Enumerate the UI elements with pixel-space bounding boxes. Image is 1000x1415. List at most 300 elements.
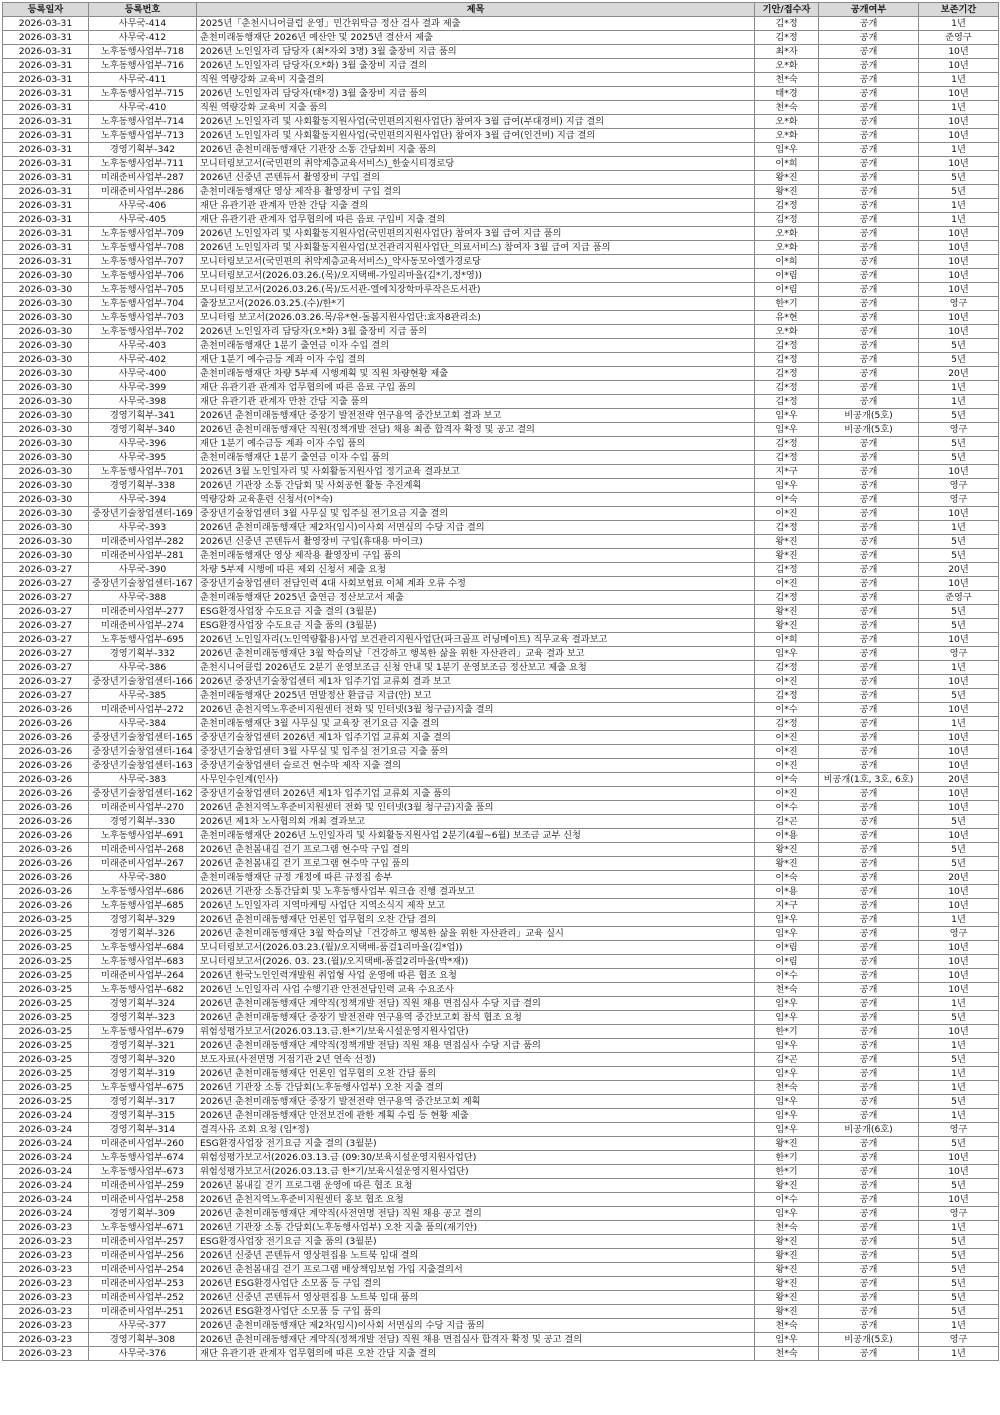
cell-drafter: 왕*진 (755, 1179, 819, 1193)
cell-drafter: 이*수 (755, 801, 819, 815)
cell-retention: 10년 (919, 269, 999, 283)
cell-reg-no: 노후동행사업부-679 (89, 1025, 197, 1039)
cell-date: 2026-03-25 (3, 1053, 89, 1067)
cell-disclosure: 공개 (819, 73, 919, 87)
cell-disclosure: 공개 (819, 255, 919, 269)
cell-date: 2026-03-26 (3, 731, 89, 745)
cell-drafter: 이*용 (755, 885, 819, 899)
cell-drafter: 임*우 (755, 1207, 819, 1221)
cell-title: 춘천미래동행재단 차량 5부제 시행계획 및 직원 차량현황 제출 (197, 367, 755, 381)
cell-title: 중장년기술창업센터 전담인력 4대 사회보험료 이체 계좌 오류 수정 (197, 577, 755, 591)
cell-title: 2026년 기관장 소통 간담회(노후동행사업부) 오찬 지출 결의 (197, 1081, 755, 1095)
cell-disclosure: 공개 (819, 311, 919, 325)
cell-date: 2026-03-26 (3, 899, 89, 913)
cell-retention: 10년 (919, 59, 999, 73)
cell-retention: 10년 (919, 801, 999, 815)
cell-drafter: 임*우 (755, 1123, 819, 1137)
cell-disclosure: 공개 (819, 983, 919, 997)
cell-date: 2026-03-24 (3, 1179, 89, 1193)
cell-retention: 영구 (919, 423, 999, 437)
cell-retention: 5년 (919, 535, 999, 549)
cell-reg-no: 경영기획부-309 (89, 1207, 197, 1221)
cell-date: 2026-03-26 (3, 773, 89, 787)
cell-date: 2026-03-25 (3, 997, 89, 1011)
table-row (3, 157, 999, 171)
cell-disclosure: 공개 (819, 997, 919, 1011)
table-row (3, 703, 999, 717)
cell-retention: 10년 (919, 675, 999, 689)
cell-title: 2026년 춘천미래동행재단 기관장 소통 간담회비 지출 품의 (197, 143, 755, 157)
cell-title: 재단 1분기 예수금등 계좌 이자 수입 품의 (197, 437, 755, 451)
cell-retention: 1년 (919, 199, 999, 213)
cell-title: 춘천미래동행재단 3월 사무실 및 교육장 전기요금 지출 결의 (197, 717, 755, 731)
cell-drafter: 천*숙 (755, 1081, 819, 1095)
table-row (3, 1333, 999, 1347)
cell-date: 2026-03-27 (3, 619, 89, 633)
cell-date: 2026-03-24 (3, 1123, 89, 1137)
cell-retention: 영구 (919, 647, 999, 661)
cell-disclosure: 공개 (819, 381, 919, 395)
cell-disclosure: 공개 (819, 213, 919, 227)
cell-date: 2026-03-30 (3, 353, 89, 367)
cell-disclosure: 공개 (819, 31, 919, 45)
cell-date: 2026-03-30 (3, 367, 89, 381)
cell-disclosure: 공개 (819, 1319, 919, 1333)
cell-drafter: 왕*진 (755, 605, 819, 619)
cell-title: 2026년 기관장 소통 간담회(노후동행사업부) 오찬 지출 품의(재기안) (197, 1221, 755, 1235)
cell-disclosure: 공개 (819, 1151, 919, 1165)
table-row (3, 465, 999, 479)
cell-reg-no: 사무국-380 (89, 871, 197, 885)
cell-disclosure: 공개 (819, 451, 919, 465)
cell-disclosure: 공개 (819, 367, 919, 381)
cell-date: 2026-03-30 (3, 297, 89, 311)
cell-disclosure: 공개 (819, 395, 919, 409)
cell-disclosure: 공개 (819, 1067, 919, 1081)
cell-drafter: 왕*진 (755, 1235, 819, 1249)
cell-retention: 준영구 (919, 591, 999, 605)
cell-reg-no: 사무국-385 (89, 689, 197, 703)
table-row (3, 913, 999, 927)
header-row (3, 3, 999, 17)
cell-disclosure: 공개 (819, 731, 919, 745)
cell-disclosure: 공개 (819, 1305, 919, 1319)
cell-drafter: 김*정 (755, 591, 819, 605)
header-date: 등록일자 (3, 3, 89, 17)
cell-disclosure: 공개 (819, 815, 919, 829)
cell-retention: 준영구 (919, 31, 999, 45)
table-row (3, 493, 999, 507)
cell-title: 모니터링보고서(2026.03.26.(목)/오지택배-가일리마을(김*기,정*영)) (197, 269, 755, 283)
table-row (3, 927, 999, 941)
table-row (3, 1095, 999, 1109)
cell-retention: 5년 (919, 843, 999, 857)
cell-retention: 영구 (919, 479, 999, 493)
cell-title: 2026년 춘천미래동행재단 3월 학습의날「건강하고 행복한 삶을 위한 자산관리」교육 실시 (197, 927, 755, 941)
cell-date: 2026-03-31 (3, 59, 89, 73)
cell-reg-no: 미래준비사업부-286 (89, 185, 197, 199)
cell-reg-no: 사무국-393 (89, 521, 197, 535)
cell-drafter: 이*용 (755, 829, 819, 843)
cell-retention: 10년 (919, 759, 999, 773)
cell-drafter: 이*숙 (755, 493, 819, 507)
cell-reg-no: 사무국-390 (89, 563, 197, 577)
cell-drafter: 이*수 (755, 703, 819, 717)
cell-title: 2026년 한국노인인력개발원 취업형 사업 운영에 따른 협조 요청 (197, 969, 755, 983)
cell-retention: 영구 (919, 1333, 999, 1347)
cell-date: 2026-03-23 (3, 1305, 89, 1319)
table-row (3, 479, 999, 493)
cell-date: 2026-03-31 (3, 199, 89, 213)
cell-retention: 5년 (919, 409, 999, 423)
cell-title: 춘천미래동행재단 2025년 출연금 정산보고서 제출 (197, 591, 755, 605)
cell-title: 모니터링보고서(2026. 03. 23.(월)/오지택배-품걸2리마을(박*재)) (197, 955, 755, 969)
cell-disclosure: 공개 (819, 969, 919, 983)
cell-reg-no: 노후동행사업부-701 (89, 465, 197, 479)
cell-disclosure: 공개 (819, 297, 919, 311)
cell-drafter: 지*구 (755, 465, 819, 479)
cell-retention: 5년 (919, 689, 999, 703)
cell-disclosure: 공개 (819, 605, 919, 619)
cell-disclosure: 공개 (819, 17, 919, 31)
cell-reg-no: 사무국-399 (89, 381, 197, 395)
cell-retention: 1년 (919, 143, 999, 157)
cell-reg-no: 중장년기술창업센터-163 (89, 759, 197, 773)
cell-drafter: 임*우 (755, 1067, 819, 1081)
cell-drafter: 김*정 (755, 689, 819, 703)
cell-reg-no: 사무국-394 (89, 493, 197, 507)
table-row (3, 353, 999, 367)
cell-drafter: 임*우 (755, 997, 819, 1011)
cell-retention: 10년 (919, 325, 999, 339)
cell-reg-no: 노후동행사업부-709 (89, 227, 197, 241)
cell-title: 2026년 춘천미래동행재단 3월 학습의날「건강하고 행복한 삶을 위한 자산관리」교육 결과 보고 (197, 647, 755, 661)
cell-date: 2026-03-31 (3, 213, 89, 227)
cell-reg-no: 노후동행사업부-691 (89, 829, 197, 843)
cell-title: 2026년 신중년 콘텐듀서 촬영장비 구입 결의 (197, 171, 755, 185)
cell-title: 2026년 제1차 노사협의회 개최 결과보고 (197, 815, 755, 829)
cell-drafter: 천*숙 (755, 1221, 819, 1235)
cell-reg-no: 사무국-403 (89, 339, 197, 353)
cell-disclosure: 공개 (819, 1095, 919, 1109)
cell-reg-no: 노후동행사업부-674 (89, 1151, 197, 1165)
cell-date: 2026-03-30 (3, 493, 89, 507)
cell-date: 2026-03-31 (3, 227, 89, 241)
table-row (3, 451, 999, 465)
cell-disclosure: 공개 (819, 227, 919, 241)
cell-drafter: 이*진 (755, 745, 819, 759)
table-row (3, 1025, 999, 1039)
cell-title: 2026년 춘천미래동행재단 중장기 발전전략 연구용역 중간보고회 참석 협조 요청 (197, 1011, 755, 1025)
cell-disclosure: 공개 (819, 1207, 919, 1221)
cell-reg-no: 사무국-414 (89, 17, 197, 31)
cell-drafter: 천*숙 (755, 101, 819, 115)
cell-title: 모니터링보고서(2026.03.26.(목)/도서관-엘에치장학마루작은도서관) (197, 283, 755, 297)
cell-drafter: 이*진 (755, 787, 819, 801)
table-row (3, 689, 999, 703)
cell-drafter: 왕*진 (755, 535, 819, 549)
cell-date: 2026-03-23 (3, 1235, 89, 1249)
table-row (3, 1263, 999, 1277)
cell-reg-no: 노후동행사업부-704 (89, 297, 197, 311)
cell-reg-no: 경영기획부-332 (89, 647, 197, 661)
cell-reg-no: 미래준비사업부-267 (89, 857, 197, 871)
cell-date: 2026-03-27 (3, 689, 89, 703)
cell-disclosure: 공개 (819, 1025, 919, 1039)
table-row (3, 1291, 999, 1305)
cell-disclosure: 공개 (819, 465, 919, 479)
cell-date: 2026-03-24 (3, 1137, 89, 1151)
cell-title: 춘천미래동행재단 규정 개정에 따른 규정집 송부 (197, 871, 755, 885)
cell-reg-no: 노후동행사업부-673 (89, 1165, 197, 1179)
cell-date: 2026-03-23 (3, 1319, 89, 1333)
cell-retention: 5년 (919, 605, 999, 619)
cell-retention: 10년 (919, 1151, 999, 1165)
cell-drafter: 이*진 (755, 731, 819, 745)
table-row (3, 1193, 999, 1207)
cell-retention: 1년 (919, 395, 999, 409)
cell-date: 2026-03-31 (3, 73, 89, 87)
cell-reg-no: 사무국-383 (89, 773, 197, 787)
cell-date: 2026-03-30 (3, 451, 89, 465)
cell-title: 2026년 춘천미래동행재단 직원(정책개발 전담) 채용 최종 합격자 확정 및 공고 결의 (197, 423, 755, 437)
cell-disclosure: 공개 (819, 1039, 919, 1053)
table-row (3, 591, 999, 605)
cell-disclosure: 비공개(5호) (819, 1333, 919, 1347)
cell-retention: 5년 (919, 451, 999, 465)
table-row (3, 1207, 999, 1221)
table-row (3, 325, 999, 339)
cell-drafter: 천*숙 (755, 983, 819, 997)
cell-reg-no: 경영기획부-324 (89, 997, 197, 1011)
cell-reg-no: 경영기획부-326 (89, 927, 197, 941)
table-row (3, 899, 999, 913)
cell-drafter: 이*수 (755, 1193, 819, 1207)
cell-title: 춘천미래동행재단 2026년 예산안 및 2025년 결산서 제출 (197, 31, 755, 45)
cell-reg-no: 미래준비사업부-256 (89, 1249, 197, 1263)
cell-date: 2026-03-31 (3, 171, 89, 185)
cell-retention: 1년 (919, 1319, 999, 1333)
table-row (3, 549, 999, 563)
cell-title: 중장년기술창업센터 2026년 제1차 입주기업 교류회 지출 품의 (197, 787, 755, 801)
table-row (3, 1249, 999, 1263)
cell-reg-no: 경영기획부-308 (89, 1333, 197, 1347)
cell-date: 2026-03-23 (3, 1333, 89, 1347)
cell-reg-no: 사무국-412 (89, 31, 197, 45)
table-row (3, 171, 999, 185)
cell-title: ESG환경사업장 전기요금 지출 결의 (3월분) (197, 1137, 755, 1151)
table-row (3, 227, 999, 241)
cell-reg-no: 노후동행사업부-708 (89, 241, 197, 255)
cell-title: 2026년 중장년기술창업센터 제1차 입주기업 교류회 결과 보고 (197, 675, 755, 689)
table-row (3, 143, 999, 157)
cell-retention: 1년 (919, 521, 999, 535)
cell-reg-no: 중장년기술창업센터-169 (89, 507, 197, 521)
cell-title: 2026년 노인일자리 지역마케팅 사업단 지역소식지 제작 보고 (197, 899, 755, 913)
table-row (3, 605, 999, 619)
cell-date: 2026-03-30 (3, 381, 89, 395)
cell-disclosure: 공개 (819, 955, 919, 969)
cell-title: 사무인수인계(인사) (197, 773, 755, 787)
cell-retention: 10년 (919, 731, 999, 745)
cell-disclosure: 공개 (819, 787, 919, 801)
table-row (3, 31, 999, 45)
cell-retention: 10년 (919, 745, 999, 759)
cell-date: 2026-03-31 (3, 45, 89, 59)
cell-date: 2026-03-23 (3, 1263, 89, 1277)
cell-date: 2026-03-30 (3, 549, 89, 563)
cell-disclosure: 공개 (819, 157, 919, 171)
table-row (3, 311, 999, 325)
cell-drafter: 이*진 (755, 507, 819, 521)
cell-reg-no: 경영기획부-329 (89, 913, 197, 927)
cell-date: 2026-03-24 (3, 1151, 89, 1165)
cell-drafter: 임*우 (755, 1333, 819, 1347)
table-row (3, 269, 999, 283)
table-row (3, 73, 999, 87)
table-row (3, 1319, 999, 1333)
cell-disclosure: 공개 (819, 241, 919, 255)
cell-title: 춘천미래동행재단 1분기 출연금 이자 수입 결의 (197, 339, 755, 353)
table-row (3, 1305, 999, 1319)
cell-title: 춘천시니어클럽 2026년도 2분기 운영보조금 신청 안내 및 1분기 운영보조금 정산보고 제출 요청 (197, 661, 755, 675)
table-row (3, 507, 999, 521)
table-row (3, 829, 999, 843)
cell-retention: 1년 (919, 913, 999, 927)
cell-drafter: 한*기 (755, 1025, 819, 1039)
cell-disclosure: 공개 (819, 269, 919, 283)
cell-title: 2026년 춘천봄내길 걷기 프로그램 배상책임보험 가입 지출결의서 (197, 1263, 755, 1277)
cell-title: 재단 유관기관 관계자 업무협의에 따른 오찬 간담 지출 결의 (197, 1347, 755, 1361)
cell-reg-no: 노후동행사업부-715 (89, 87, 197, 101)
table-row (3, 255, 999, 269)
cell-disclosure: 공개 (819, 1165, 919, 1179)
cell-date: 2026-03-31 (3, 101, 89, 115)
cell-title: 2026년 춘천미래동행재단 언론인 업무협의 오찬 간담 품의 (197, 1067, 755, 1081)
cell-drafter: 임*우 (755, 423, 819, 437)
cell-drafter: 이*림 (755, 955, 819, 969)
cell-disclosure: 공개 (819, 1053, 919, 1067)
cell-date: 2026-03-23 (3, 1221, 89, 1235)
table-row (3, 241, 999, 255)
cell-date: 2026-03-30 (3, 423, 89, 437)
cell-disclosure: 공개 (819, 899, 919, 913)
cell-date: 2026-03-26 (3, 885, 89, 899)
cell-disclosure: 공개 (819, 479, 919, 493)
cell-retention: 5년 (919, 1291, 999, 1305)
cell-drafter: 이*희 (755, 255, 819, 269)
cell-drafter: 천*숙 (755, 1347, 819, 1361)
cell-reg-no: 노후동행사업부-685 (89, 899, 197, 913)
table-row (3, 1347, 999, 1361)
cell-disclosure: 공개 (819, 1109, 919, 1123)
cell-date: 2026-03-26 (3, 717, 89, 731)
cell-reg-no: 경영기획부-317 (89, 1095, 197, 1109)
cell-reg-no: 사무국-411 (89, 73, 197, 87)
table-row (3, 1165, 999, 1179)
cell-title: 중장년기술창업센터 슬로건 현수막 제작 지출 결의 (197, 759, 755, 773)
table-row (3, 283, 999, 297)
cell-reg-no: 노후동행사업부-686 (89, 885, 197, 899)
cell-title: ESG환경사업장 전기요금 지출 품의 (3월분) (197, 1235, 755, 1249)
cell-reg-no: 사무국-396 (89, 437, 197, 451)
cell-reg-no: 경영기획부-321 (89, 1039, 197, 1053)
cell-title: 위험성평가보고서(2026.03.13.금 (09:30/보육시설운영지원사업단) (197, 1151, 755, 1165)
cell-date: 2026-03-25 (3, 941, 89, 955)
table-row (3, 437, 999, 451)
cell-retention: 5년 (919, 171, 999, 185)
cell-title: 춘천미래동행재단 영상 제작용 촬영장비 구입 품의 (197, 549, 755, 563)
cell-retention: 20년 (919, 563, 999, 577)
cell-title: 위험성평가보고서(2026.03.13.금 한*기/보육시설운영지원사업단) (197, 1165, 755, 1179)
cell-disclosure: 비공개(5호) (819, 423, 919, 437)
cell-reg-no: 노후동행사업부-671 (89, 1221, 197, 1235)
cell-retention: 영구 (919, 297, 999, 311)
table-row (3, 1123, 999, 1137)
cell-date: 2026-03-26 (3, 871, 89, 885)
cell-drafter: 임*우 (755, 409, 819, 423)
cell-title: 춘천미래동행재단 영상 제작용 촬영장비 구입 결의 (197, 185, 755, 199)
cell-retention: 10년 (919, 227, 999, 241)
cell-date: 2026-03-26 (3, 843, 89, 857)
table-row (3, 395, 999, 409)
cell-title: 2026년 봄내길 걷기 프로그램 운영에 따른 협조 요청 (197, 1179, 755, 1193)
cell-disclosure: 공개 (819, 1193, 919, 1207)
cell-retention: 1년 (919, 1109, 999, 1123)
cell-retention: 10년 (919, 507, 999, 521)
cell-title: 직원 역량강화 교육비 지출 품의 (197, 101, 755, 115)
cell-reg-no: 사무국-406 (89, 199, 197, 213)
cell-title: 2026년 노인일자리 담당자(태*경) 3월 출장비 지급 품의 (197, 87, 755, 101)
cell-reg-no: 미래준비사업부-264 (89, 969, 197, 983)
cell-date: 2026-03-27 (3, 605, 89, 619)
cell-date: 2026-03-24 (3, 1165, 89, 1179)
table-row (3, 1081, 999, 1095)
cell-retention: 10년 (919, 633, 999, 647)
cell-drafter: 김*정 (755, 381, 819, 395)
cell-date: 2026-03-27 (3, 591, 89, 605)
cell-disclosure: 공개 (819, 1011, 919, 1025)
cell-disclosure: 공개 (819, 703, 919, 717)
cell-drafter: 김*정 (755, 31, 819, 45)
cell-date: 2026-03-26 (3, 759, 89, 773)
table-row (3, 731, 999, 745)
cell-retention: 5년 (919, 1137, 999, 1151)
table-row (3, 1053, 999, 1067)
cell-disclosure: 공개 (819, 633, 919, 647)
cell-retention: 5년 (919, 1053, 999, 1067)
cell-date: 2026-03-26 (3, 801, 89, 815)
cell-disclosure: 공개 (819, 1235, 919, 1249)
cell-retention: 10년 (919, 899, 999, 913)
cell-retention: 영구 (919, 1207, 999, 1221)
cell-disclosure: 공개 (819, 661, 919, 675)
table-row (3, 1137, 999, 1151)
cell-retention: 1년 (919, 381, 999, 395)
table-row (3, 661, 999, 675)
cell-title: 2026년 춘천미래동행재단 계약직(정책개발 전담) 직원 채용 면접심사 수당 지급 품의 (197, 1039, 755, 1053)
cell-title: ESG환경사업장 수도요금 지출 품의 (3월분) (197, 619, 755, 633)
cell-reg-no: 경영기획부-319 (89, 1067, 197, 1081)
cell-drafter: 한*기 (755, 1165, 819, 1179)
cell-drafter: 김*곤 (755, 815, 819, 829)
cell-title: 2026년 춘천미래동행재단 제2차(임시)이사회 서면심의 수당 지급 품의 (197, 1319, 755, 1333)
cell-reg-no: 사무국-400 (89, 367, 197, 381)
cell-reg-no: 중장년기술창업센터-165 (89, 731, 197, 745)
table-row (3, 619, 999, 633)
cell-reg-no: 사무국-402 (89, 353, 197, 367)
cell-drafter: 왕*진 (755, 549, 819, 563)
